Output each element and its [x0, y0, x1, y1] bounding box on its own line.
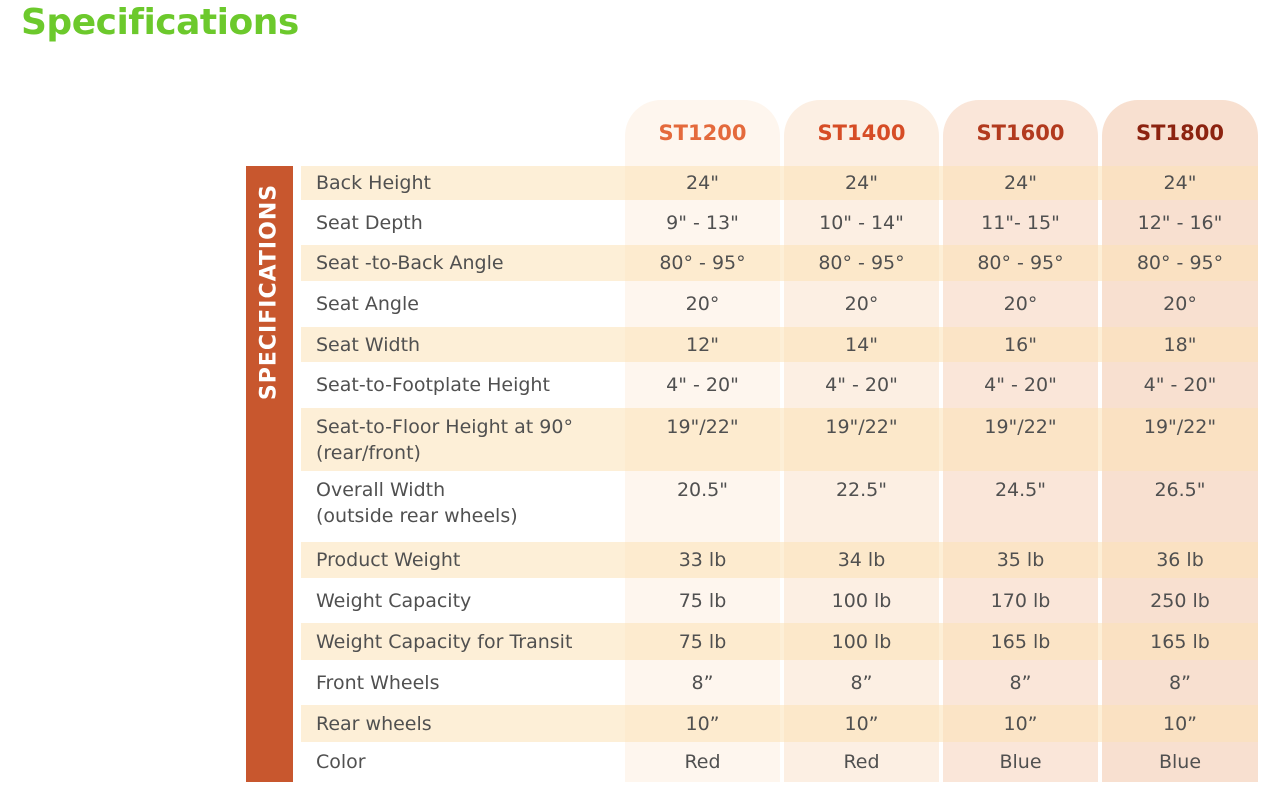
spec-label: Back Height — [316, 172, 431, 194]
spec-value-st1600: 16" — [1004, 334, 1037, 356]
spec-value-st1600: 24" — [1004, 172, 1037, 194]
spec-value-st1400: 8” — [850, 672, 873, 694]
spec-value-st1600: Blue — [999, 751, 1042, 773]
spec-label: Seat -to-Back Angle — [316, 252, 504, 274]
spec-value-st1800: 26.5" — [1154, 479, 1206, 501]
spec-value-st1600: 10” — [1003, 713, 1038, 735]
spec-label: Weight Capacity — [316, 590, 472, 612]
spec-value-st1200: 80° - 95° — [659, 252, 746, 274]
spec-label: Seat-to-Floor Height at 90° (rear/front) — [316, 416, 573, 464]
spec-value-st1600: 170 lb — [990, 590, 1051, 612]
spec-value-st1200: 12" — [686, 334, 719, 356]
spec-value-st1800: 18" — [1163, 334, 1197, 356]
spec-label: Overall Width (outside rear wheels) — [316, 479, 518, 527]
specifications-side-label: SPECIFICATIONS — [256, 183, 282, 401]
spec-label: Seat Width — [316, 334, 421, 356]
spec-table — [246, 100, 1258, 782]
spec-value-st1600: 19"/22" — [984, 416, 1057, 438]
spec-value-st1200: 33 lb — [678, 549, 727, 571]
model-header-st1200: ST1200 — [658, 121, 747, 145]
spec-value-st1400: 100 lb — [831, 631, 892, 653]
spec-value-st1400: 10" - 14" — [819, 212, 904, 234]
spec-value-st1600: 8” — [1009, 672, 1032, 694]
spec-label: Front Wheels — [316, 672, 440, 694]
spec-label: Seat Depth — [316, 212, 423, 234]
spec-value-st1200: Red — [684, 751, 721, 773]
spec-value-st1200: 24" — [686, 172, 719, 194]
spec-value-st1400: 14" — [845, 334, 878, 356]
spec-value-st1400: 100 lb — [831, 590, 892, 612]
spec-value-st1800: 250 lb — [1150, 590, 1210, 612]
spec-value-st1200: 4" - 20" — [666, 374, 739, 396]
spec-value-st1200: 20° — [685, 293, 720, 315]
spec-value-st1200: 10” — [685, 713, 720, 735]
page-title: Specifications — [21, 2, 299, 43]
spec-value-st1800: 165 lb — [1150, 631, 1210, 653]
spec-value-st1400: 4" - 20" — [825, 374, 898, 396]
spec-label: Product Weight — [316, 549, 461, 571]
spec-value-st1400: 22.5" — [835, 479, 888, 501]
spec-value-st1800: 24" — [1163, 172, 1197, 194]
spec-label: Rear wheels — [316, 713, 432, 735]
spec-value-st1600: 24.5" — [994, 479, 1047, 501]
model-header-st1600: ST1600 — [976, 121, 1065, 145]
spec-label: Color — [316, 751, 366, 773]
spec-value-st1200: 9" - 13" — [666, 212, 739, 234]
spec-label: Weight Capacity for Transit — [316, 631, 573, 653]
spec-label: Seat Angle — [316, 293, 419, 315]
specifications-side-bar — [246, 166, 293, 782]
spec-value-st1400: 10” — [844, 713, 879, 735]
spec-value-st1800: 19"/22" — [1143, 416, 1217, 438]
spec-value-st1800: 8” — [1169, 672, 1191, 694]
spec-value-st1800: 12" - 16" — [1137, 212, 1223, 234]
spec-value-st1400: 80° - 95° — [818, 252, 905, 274]
spec-value-st1200: 19"/22" — [666, 416, 739, 438]
spec-value-st1400: 19"/22" — [825, 416, 898, 438]
spec-value-st1200: 20.5" — [676, 479, 729, 501]
spec-value-st1600: 165 lb — [990, 631, 1051, 653]
spec-value-st1800: 36 lb — [1156, 549, 1204, 571]
spec-value-st1200: 8” — [691, 672, 714, 694]
spec-value-st1400: 24" — [845, 172, 878, 194]
model-header-st1400: ST1400 — [817, 121, 906, 145]
spec-value-st1800: 4" - 20" — [1143, 374, 1217, 396]
spec-value-st1800: 20° — [1163, 293, 1197, 315]
spec-value-st1600: 80° - 95° — [977, 252, 1064, 274]
spec-value-st1600: 35 lb — [996, 549, 1045, 571]
spec-label: Seat-to-Footplate Height — [316, 374, 550, 396]
spec-value-st1600: 20° — [1003, 293, 1038, 315]
spec-value-st1200: 75 lb — [678, 590, 727, 612]
spec-value-st1800: 10” — [1162, 713, 1198, 735]
spec-value-st1800: 80° - 95° — [1136, 252, 1224, 274]
spec-value-st1400: Red — [843, 751, 880, 773]
model-header-st1800: ST1800 — [1136, 121, 1224, 145]
spec-value-st1200: 75 lb — [678, 631, 727, 653]
spec-value-st1400: 20° — [844, 293, 879, 315]
spec-value-st1600: 4" - 20" — [984, 374, 1057, 396]
spec-value-st1400: 34 lb — [837, 549, 886, 571]
spec-value-st1800: Blue — [1158, 751, 1202, 773]
spec-value-st1600: 11"- 15" — [981, 212, 1060, 234]
